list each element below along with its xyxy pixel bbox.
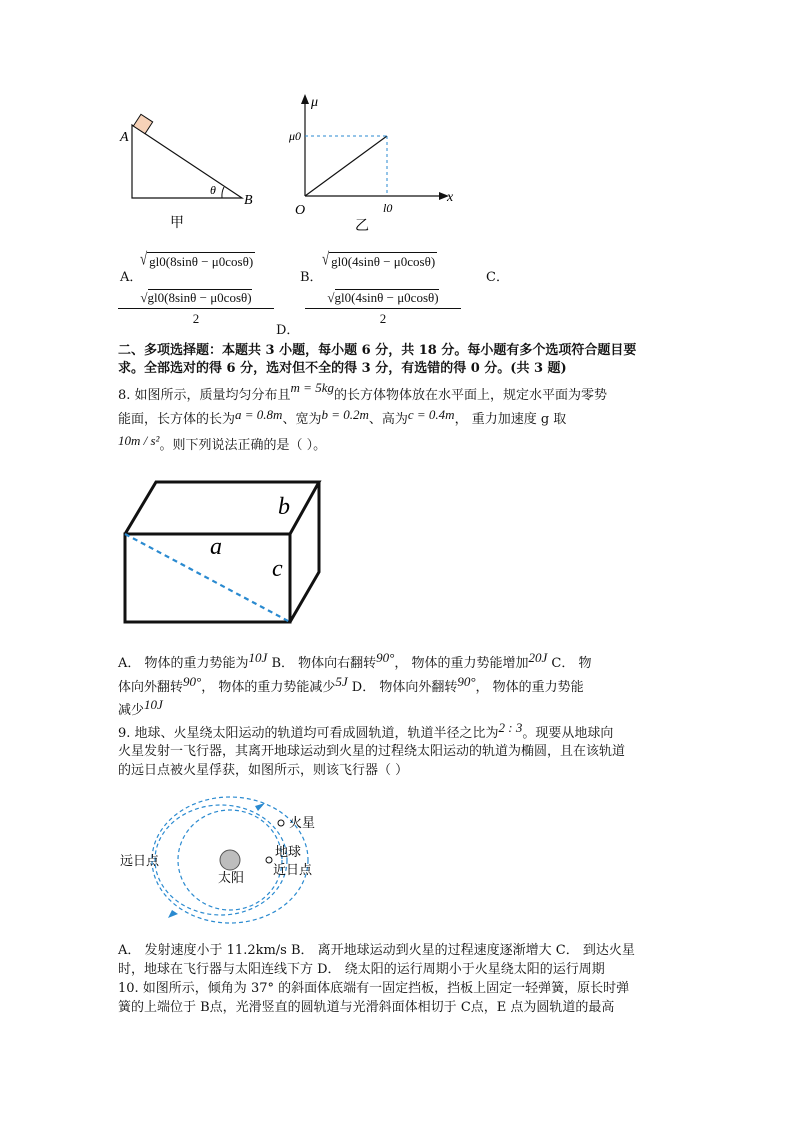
caption-yi: 乙 bbox=[355, 219, 369, 234]
axis-x: x bbox=[447, 190, 454, 205]
label-aphelion: 远日点 bbox=[120, 853, 160, 868]
q9-line3: 的远日点被火星俘获，如图所示，则该飞行器（ ） bbox=[118, 763, 409, 778]
caption-jia: 甲 bbox=[170, 216, 184, 231]
label-perihelion: 近日点 bbox=[273, 862, 313, 877]
q8-line3: 10m / s²。则下列说法正确的是（ ）。 bbox=[118, 433, 327, 453]
label-A: A bbox=[120, 130, 129, 145]
box-label-b: b bbox=[278, 494, 290, 520]
q8-options-line2: 体向外翻转90°， 物体的重力势能减少5J D． 物体向外翻转90°， 物体的重力势能 bbox=[118, 674, 584, 695]
q7-option-b-expr: √ gl0(4sinθ − μ0cosθ) bbox=[322, 248, 436, 269]
q9-options-line2: 时，地球在飞行器与太阳连线下方 D． 绕太阳的运行周期小于火星绕太阳的运行周期 bbox=[118, 962, 605, 977]
y-arrow bbox=[301, 94, 309, 104]
label-theta: θ bbox=[210, 183, 216, 197]
figure-incline bbox=[110, 110, 280, 235]
label-mu0: μ0 bbox=[289, 129, 302, 143]
mu-line bbox=[305, 136, 387, 196]
label-mars: 火星 bbox=[289, 815, 316, 830]
q7-option-a-label: A． bbox=[120, 270, 143, 285]
q7-option-d-expr: √gl0(4sinθ − μ0cosθ) 2 bbox=[305, 290, 461, 327]
q7-option-d-label: D． bbox=[276, 323, 300, 338]
angle-arc bbox=[222, 187, 224, 198]
q10-line2: 簧的上端位于 B点，光滑竖直的圆轨道与光滑斜面体相切于 C点，E 点为圆轨道的最高 bbox=[118, 1000, 615, 1015]
label-sun: 太阳 bbox=[218, 870, 245, 885]
q7-option-c-label: C． bbox=[486, 270, 509, 285]
mars-marker bbox=[278, 820, 284, 826]
q8-line1: 8. 如图所示，质量均匀分布且m = 5kg的长方体物体放在水平面上，规定水平面为零势 bbox=[118, 380, 607, 403]
box-side bbox=[290, 482, 319, 622]
sun bbox=[220, 850, 240, 870]
q7-option-b-label: B． bbox=[300, 270, 323, 285]
label-B: B bbox=[244, 193, 253, 208]
q9-options-line1: A． 发射速度小于 11.2km/s B． 离开地球运动到火星的过程速度逐渐增大 C． 到达火星 bbox=[118, 943, 635, 958]
q7-option-c-expr: √gl0(8sinθ − μ0cosθ) 2 bbox=[118, 290, 274, 327]
q9-line1: 9. 地球、火星绕太阳运动的轨道均可看成圆轨道，轨道半径之比为2 : 3。现要从地球向 bbox=[118, 720, 614, 741]
q8-options-line3: 减少10J bbox=[118, 697, 163, 718]
earth-marker bbox=[266, 857, 272, 863]
q8-options-line1: A． 物体的重力势能为10J B． 物体向右翻转90°， 物体的重力势能增加20J C． 物 bbox=[118, 650, 592, 671]
block-on-incline bbox=[133, 114, 152, 133]
q10-line1: 10. 如图所示，倾角为 37° 的斜面体底端有一固定挡板，挡板上固定一轻弹簧，原长时弹 bbox=[118, 981, 630, 996]
q9-line2: 火星发射一飞行器，其离开地球运动到火星的过程绕太阳运动的轨道为椭圆，且在该轨道 bbox=[118, 744, 626, 759]
origin-O: O bbox=[295, 203, 306, 218]
incline-triangle bbox=[132, 125, 242, 198]
orbit-arrow-left bbox=[168, 910, 178, 918]
section2-line2: 求。全部选对的得 6 分，选对但不全的得 3 分，有选错的得 0 分。(共 3 题) bbox=[118, 361, 567, 376]
q7-option-a-expr: √ gl0(8sinθ − μ0cosθ) bbox=[140, 248, 254, 269]
box-diagonal bbox=[125, 534, 290, 622]
label-earth: 地球 bbox=[275, 844, 302, 859]
box-label-c: c bbox=[272, 556, 283, 582]
section2-line1: 二、多项选择题：本题共 3 小题，每小题 6 分，共 18 分。每小题有多个选项符合题目要 bbox=[118, 343, 637, 358]
q8-line2: 能面，长方体的长为a = 0.8m、宽为b = 0.2m、高为c = 0.4m， 重力加速度 g 取 bbox=[118, 407, 567, 427]
figure-mu-graph bbox=[285, 88, 465, 238]
label-l0: l0 bbox=[383, 201, 393, 215]
orbit-arrow-top bbox=[255, 803, 265, 811]
box-label-a: a bbox=[210, 534, 222, 560]
axis-mu: μ bbox=[311, 95, 319, 110]
figure-orbits bbox=[115, 790, 335, 940]
figure-box bbox=[118, 474, 328, 629]
